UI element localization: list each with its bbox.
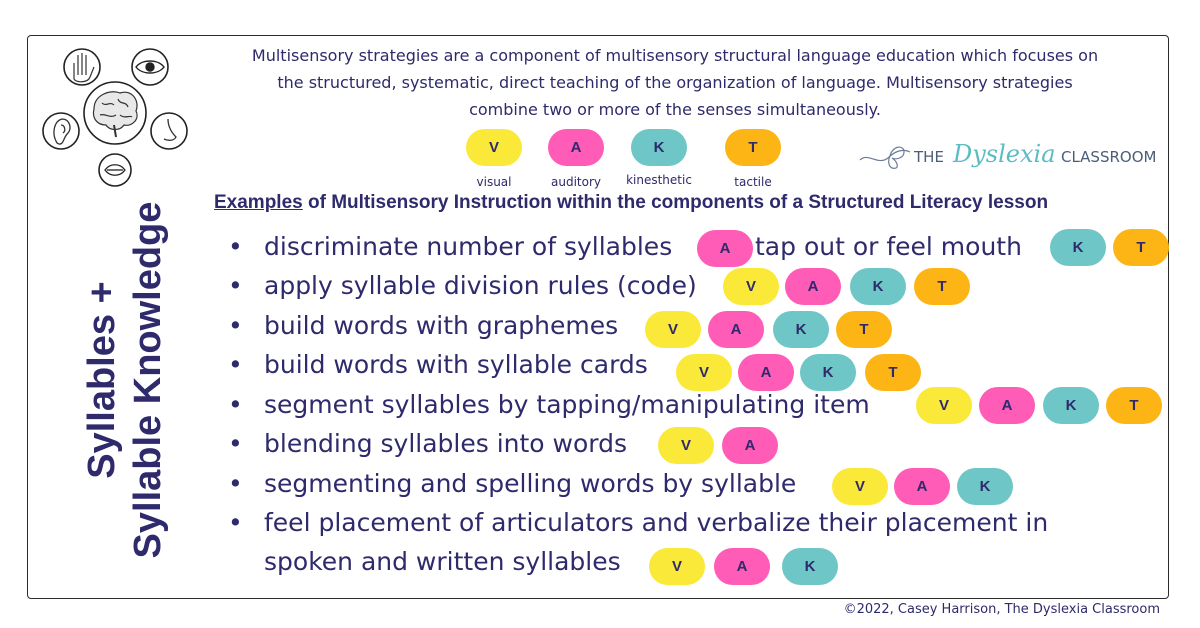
list-item-text: tap out or feel mouth (755, 232, 1022, 261)
bullet: • (228, 390, 243, 419)
tag-k: K (782, 548, 838, 585)
tag-v: V (832, 468, 888, 505)
bullet: • (228, 469, 243, 498)
legend-pill-k: K (631, 129, 687, 166)
tag-t: T (1113, 229, 1169, 266)
legend-caption: visual (476, 175, 512, 189)
tag-v: V (645, 311, 701, 348)
tag-t: T (914, 268, 970, 305)
tag-k: K (957, 468, 1013, 505)
tag-v: V (916, 387, 972, 424)
tag-a: A (708, 311, 764, 348)
tag-k: K (1050, 229, 1106, 266)
tag-k: K (850, 268, 906, 305)
section-heading (214, 192, 1048, 214)
intro-line: combine two or more of the senses simultaneously. (469, 100, 881, 119)
legend-pill-a: A (548, 129, 604, 166)
tag-a: A (894, 468, 950, 505)
side-title-line2: Syllable Knowledge (127, 201, 169, 559)
side-title (30, 165, 220, 595)
tag-k: K (1043, 387, 1099, 424)
bullet: • (228, 311, 243, 340)
tag-a: A (785, 268, 841, 305)
tag-t: T (1106, 387, 1162, 424)
tag-a: A (738, 354, 794, 391)
tag-v: V (723, 268, 779, 305)
tag-k: K (800, 354, 856, 391)
legend-pill-t: T (725, 129, 781, 166)
bullet: • (228, 232, 243, 261)
butterfly-icon (858, 142, 916, 172)
list-item-text: apply syllable division rules (code) (264, 271, 697, 300)
brand-logo (858, 140, 1158, 176)
legend-caption: auditory (551, 175, 601, 189)
bullet: • (228, 271, 243, 300)
brand-the: THE (914, 148, 944, 166)
tag-t: T (865, 354, 921, 391)
legend-tactile (725, 129, 781, 189)
legend-pill-v: V (466, 129, 522, 166)
bullet: • (228, 350, 243, 379)
intro-paragraph (225, 42, 1125, 123)
list-item-text: feel placement of articulators and verbalize their placement in (264, 508, 1049, 537)
list-item-text: segmenting and spelling words by syllable (264, 469, 797, 498)
intro-line: the structured, systematic, direct teaching of the organization of language. Multisensory strategies (277, 73, 1073, 92)
brand-suffix: CLASSROOM (1061, 148, 1157, 166)
intro-line: Multisensory strategies are a component of multisensory structural language education which focuses on (251, 46, 1099, 65)
section-heading-underlined: Examples (214, 192, 303, 213)
tag-k: K (773, 311, 829, 348)
tag-v: V (658, 427, 714, 464)
legend-caption: kinesthetic (626, 173, 692, 187)
tag-a: A (714, 548, 770, 585)
copyright-notice: ©2022, Casey Harrison, The Dyslexia Classroom (843, 602, 1160, 617)
tag-v: V (649, 548, 705, 585)
list-item-text: spoken and written syllables (264, 547, 621, 576)
brand-name: Dyslexia (953, 140, 1056, 168)
list-item-text: segment syllables by tapping/manipulating item (264, 390, 870, 419)
list-item-text: build words with graphemes (264, 311, 619, 340)
side-title-line1: Syllables + (81, 281, 123, 479)
list-item-text: blending syllables into words (264, 429, 628, 458)
bullet: • (228, 508, 243, 537)
tag-v: V (676, 354, 732, 391)
list-item-text: discriminate number of syllables (264, 232, 673, 261)
bullet: • (228, 429, 243, 458)
tag-t: T (836, 311, 892, 348)
section-heading-rest: of Multisensory Instruction within the components of a Structured Literacy lesson (302, 192, 1049, 213)
legend-caption: tactile (734, 175, 772, 189)
tag-a: A (722, 427, 778, 464)
legend-kinesthetic (626, 129, 692, 187)
tag-a: A (979, 387, 1035, 424)
list-item-text: build words with syllable cards (264, 350, 648, 379)
tag-a: A (697, 230, 753, 267)
legend-visual (466, 129, 522, 189)
legend-auditory (548, 129, 604, 189)
